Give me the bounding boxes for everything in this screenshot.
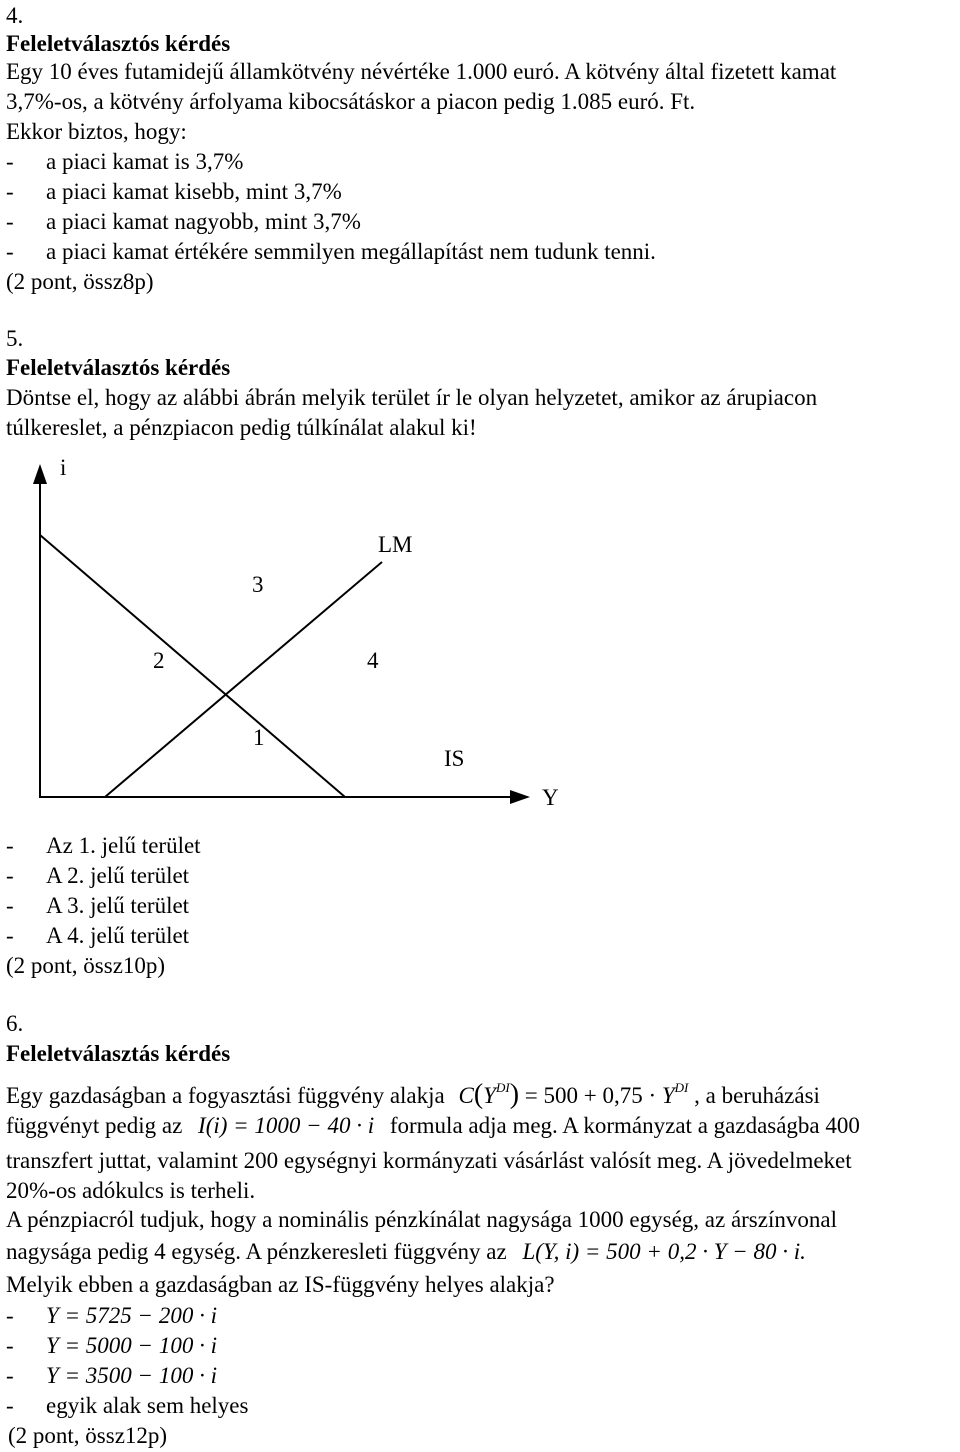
- is-label: IS: [444, 746, 465, 771]
- investment-formula: I(i) = 1000 − 40 · i: [198, 1113, 375, 1138]
- q6-line1-suffix: , a beruházási: [694, 1083, 820, 1108]
- q4-text-line3: Ekkor biztos, hogy:: [6, 119, 187, 144]
- q6-line2: [6, 1112, 860, 1140]
- is-curve: [40, 535, 345, 797]
- q4-option-1[interactable]: - a piaci kamat is 3,7%: [6, 148, 243, 176]
- q6-number: 6.: [6, 1011, 24, 1036]
- is-lm-diagram: [0, 450, 620, 820]
- money-demand-formula: L(Y, i) = 500 + 0,2 · Y − 80 · i.: [522, 1239, 806, 1264]
- q6-line1-text: Egy gazdaságban a fogyasztási függvény alakja: [6, 1083, 445, 1108]
- q5-option-4[interactable]: - A 4. jelű terület: [6, 922, 189, 950]
- y-axis-arrowhead: [33, 464, 47, 484]
- x-axis-label: Y: [542, 785, 559, 810]
- q4-option-3[interactable]: - a piaci kamat nagyobb, mint 3,7%: [6, 208, 361, 236]
- q4-text-line1: Egy 10 éves futamidejű államkötvény névértéke 1.000 euró. A kötvény által fizetett kamat: [6, 59, 837, 84]
- q6-line5: A pénzpiacról tudjuk, hogy a nominális pénzkínálat nagysága 1000 egység, az árszínvonal: [6, 1207, 837, 1232]
- y-axis-label: i: [60, 455, 67, 480]
- q4-option-4[interactable]: - a piaci kamat értékére semmilyen megállapítást nem tudunk tenni.: [6, 238, 656, 266]
- q6-line1: [6, 1074, 820, 1110]
- q6-line6: [6, 1238, 806, 1266]
- lm-curve: [105, 562, 382, 797]
- q5-option-2[interactable]: - A 2. jelű terület: [6, 862, 189, 890]
- q4-number: 4.: [6, 3, 24, 28]
- lm-label: LM: [378, 532, 413, 557]
- x-axis-arrowhead: [510, 790, 530, 804]
- q5-text-line1: Döntse el, hogy az alábbi ábrán melyik terület ír le olyan helyzetet, amikor az árupiacon: [6, 385, 818, 410]
- q6-option-1[interactable]: - Y = 5725 − 200 · i: [6, 1302, 217, 1330]
- q4-points: (2 pont, össz8p): [6, 269, 154, 294]
- q5-number: 5.: [6, 326, 24, 351]
- q6-option-2[interactable]: - Y = 5000 − 100 · i: [6, 1332, 217, 1360]
- q4-type: Feleletválasztós kérdés: [6, 31, 231, 56]
- q6-line4: 20%-os adókulcs is terheli.: [6, 1178, 256, 1203]
- region-label-1: 1: [253, 725, 265, 750]
- q5-points: (2 pont, össz10p): [6, 953, 166, 978]
- q4-option-2[interactable]: - a piaci kamat kisebb, mint 3,7%: [6, 178, 342, 206]
- region-label-4: 4: [367, 648, 379, 673]
- q5-option-1[interactable]: - Az 1. jelű terület: [6, 832, 201, 860]
- q4-text-line2: 3,7%-os, a kötvény árfolyama kibocsátáskor a piacon pedig 1.085 euró. Ft.: [6, 89, 696, 114]
- q6-option-3[interactable]: - Y = 3500 − 100 · i: [6, 1362, 217, 1390]
- q5-option-3[interactable]: - A 3. jelű terület: [6, 892, 189, 920]
- q6-line2-text: függvényt pedig az: [6, 1113, 183, 1138]
- q6-type: Feleletválasztás kérdés: [6, 1041, 231, 1066]
- q5-type: Feleletválasztós kérdés: [6, 355, 231, 380]
- consumption-formula: $C(Y^{DI}) = 500 + 0,75 \cdot Y^{DI}$: [458, 1079, 689, 1110]
- q6-line6-text: nagysága pedig 4 egység. A pénzkeresleti függvény az: [6, 1239, 507, 1264]
- q6-points: (2 pont, össz12p): [8, 1423, 168, 1448]
- q6-line7: Melyik ebben a gazdaságban az IS-függvény helyes alakja?: [6, 1272, 555, 1297]
- q6-option-4[interactable]: - egyik alak sem helyes: [6, 1392, 248, 1420]
- q6-line2-suffix: formula adja meg. A kormányzat a gazdaságba 400: [389, 1113, 860, 1138]
- region-label-3: 3: [252, 572, 264, 597]
- q6-line3: transzfert juttat, valamint 200 egységnyi kormányzati vásárlást valósít meg. A jövedelmeket: [6, 1148, 852, 1173]
- q5-text-line2: túlkereslet, a pénzpiacon pedig túlkínálat alakul ki!: [6, 415, 477, 440]
- region-label-2: 2: [153, 648, 165, 673]
